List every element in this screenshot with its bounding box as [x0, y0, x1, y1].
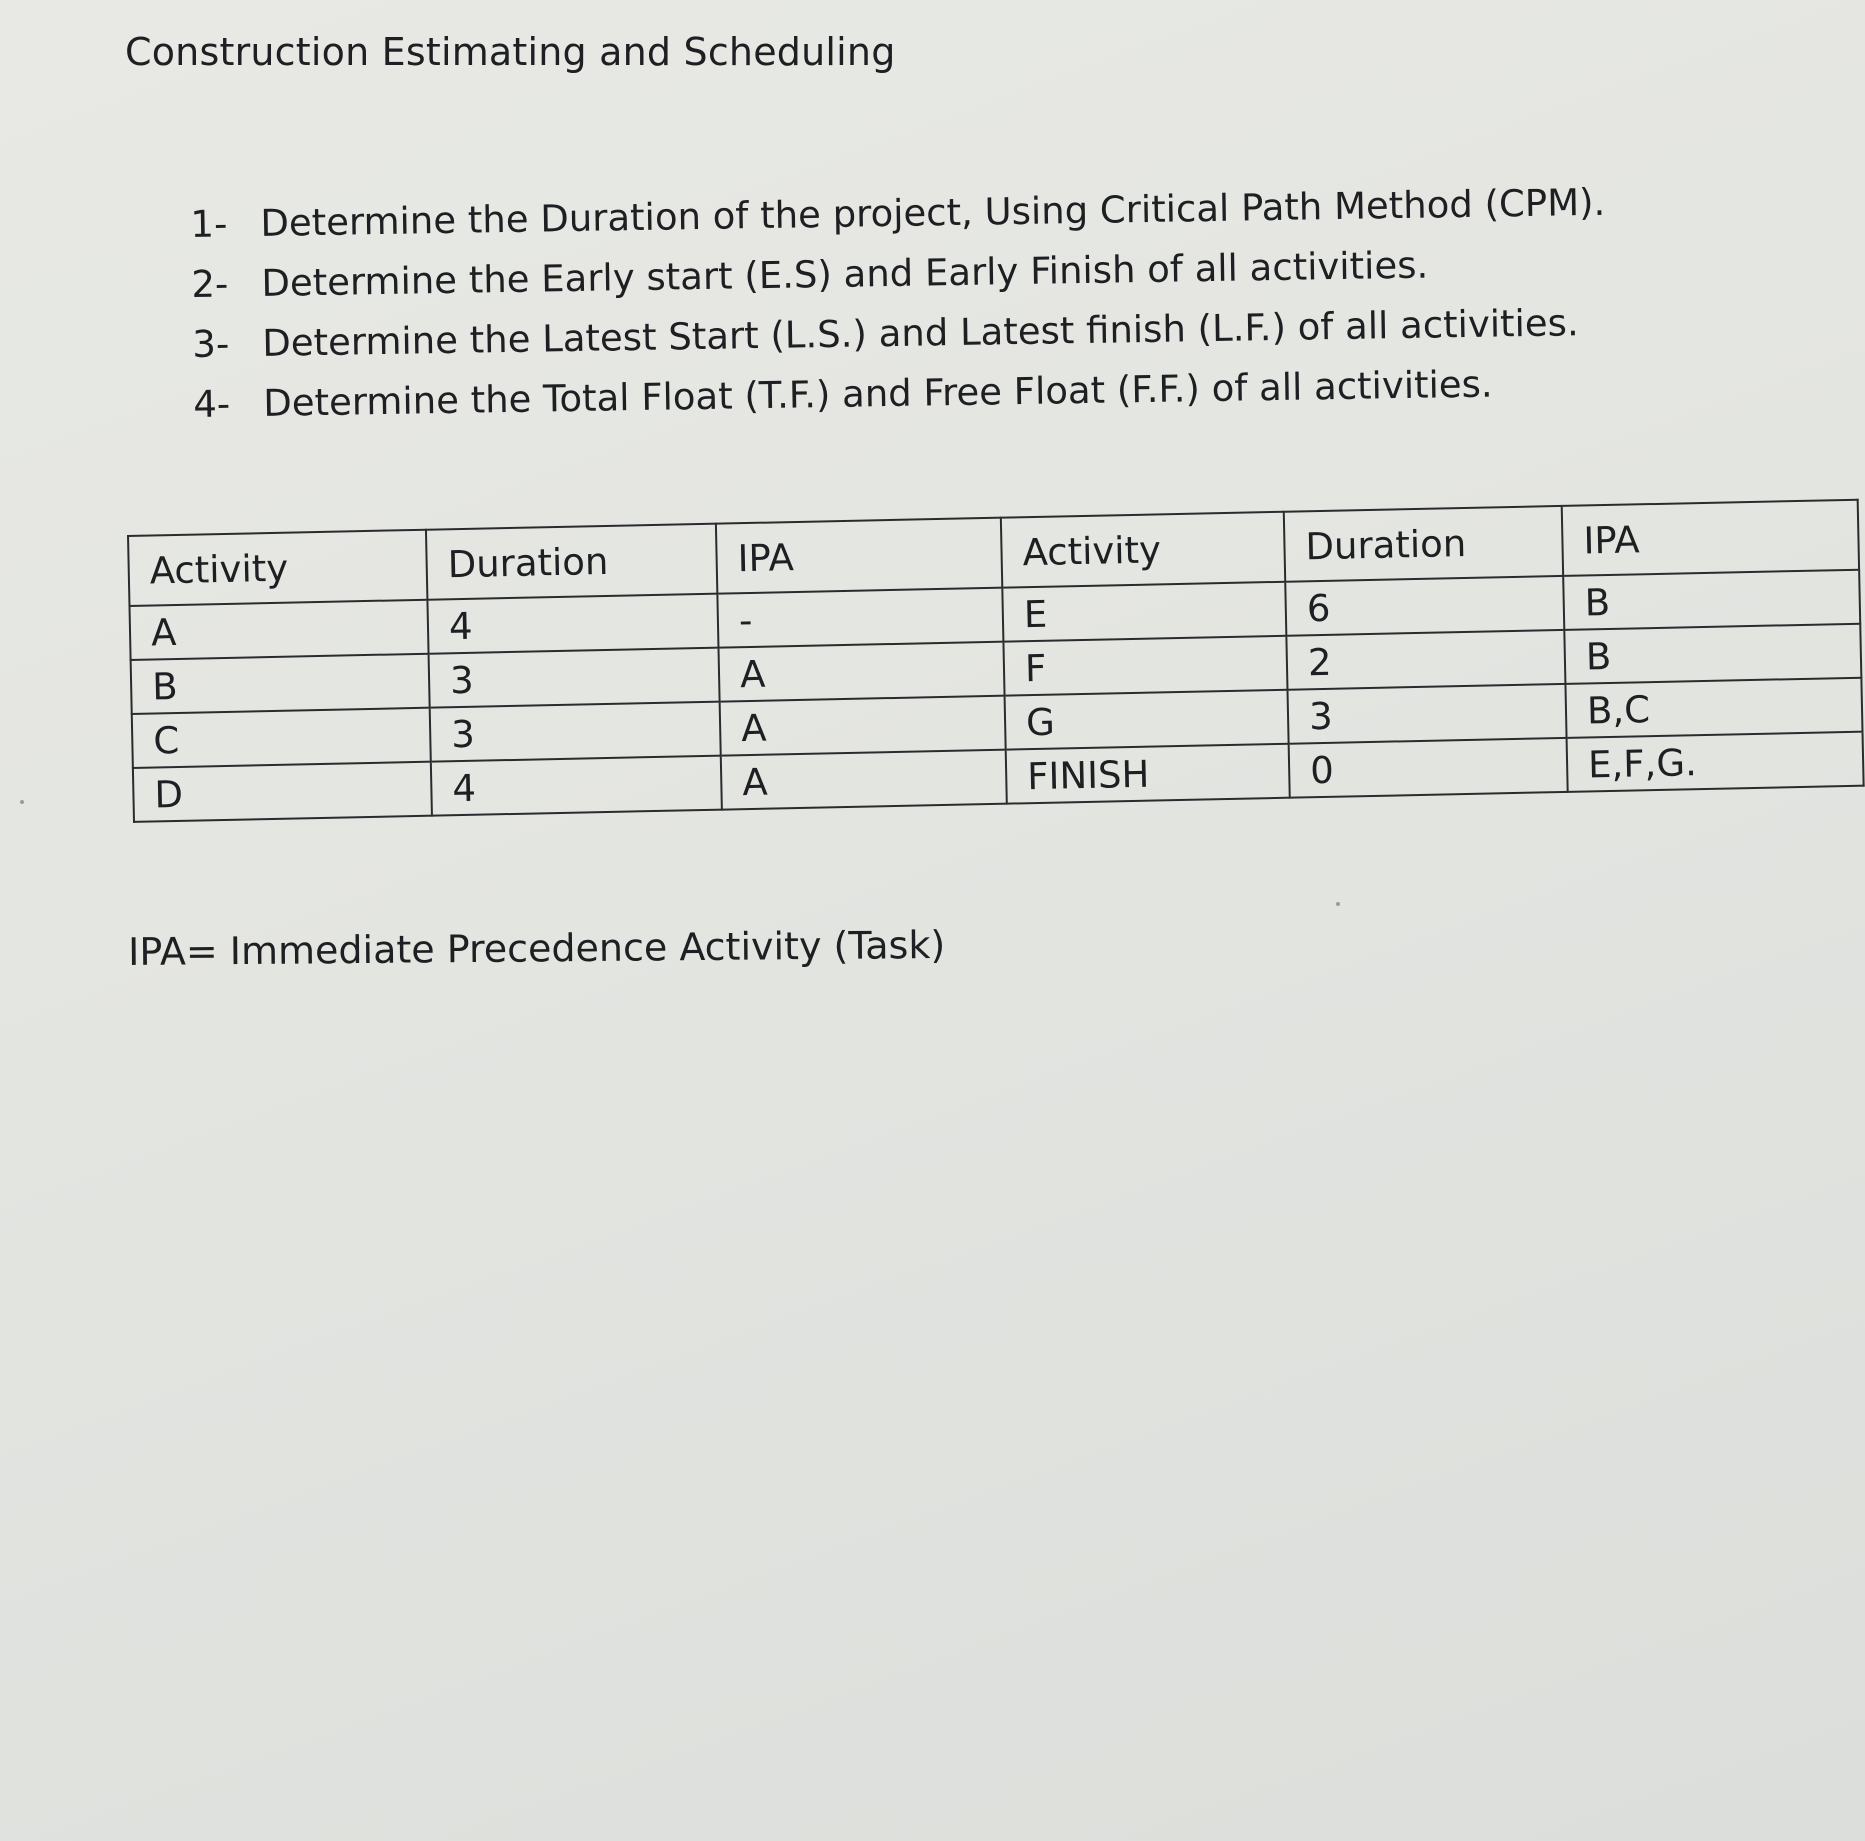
task-number: 1-: [190, 202, 228, 246]
table-cell: A: [129, 600, 428, 660]
header-activity: Activity: [1001, 512, 1285, 588]
table-cell: B: [1563, 570, 1860, 630]
table-cell: B: [131, 654, 430, 714]
header-ipa: IPA: [716, 518, 1002, 594]
task-text: Determine the Duration of the project, Using Critical Path Method (CPM).: [260, 180, 1606, 245]
task-list: [190, 173, 1609, 435]
table-cell: 4: [431, 756, 722, 816]
table-cell: FINISH: [1006, 744, 1290, 804]
task-text: Determine the Early start (E.S) and Early Finish of all activities.: [261, 243, 1429, 305]
table-cell: C: [132, 708, 431, 768]
table-cell: B: [1564, 624, 1861, 684]
task-number: 3-: [192, 322, 230, 366]
task-number: 2-: [191, 262, 229, 306]
table-cell: 6: [1285, 576, 1564, 636]
paper-speck: [1336, 902, 1340, 906]
header-duration: Duration: [426, 524, 717, 600]
table-cell: 2: [1286, 630, 1565, 690]
table-cell: 3: [430, 702, 721, 762]
table-cell: E,F,G.: [1567, 732, 1864, 792]
table-cell: A: [720, 696, 1006, 756]
table-cell: D: [133, 762, 432, 822]
activity-table-wrapper: [127, 499, 1865, 823]
activity-table: [127, 499, 1865, 823]
paper-speck: [20, 800, 24, 804]
header-ipa: IPA: [1562, 500, 1859, 576]
table-cell: G: [1005, 690, 1289, 750]
table-cell: 4: [427, 594, 718, 654]
table-cell: A: [718, 642, 1004, 702]
header-duration: Duration: [1284, 506, 1563, 582]
table-cell: A: [721, 750, 1007, 810]
task-text: Determine the Latest Start (L.S.) and Latest finish (L.F.) of all activities.: [262, 301, 1579, 365]
table-cell: 3: [429, 648, 720, 708]
document-title: Construction Estimating and Scheduling: [125, 30, 896, 74]
table-cell: -: [717, 588, 1003, 648]
task-number: 4-: [192, 382, 231, 426]
table-cell: F: [1003, 636, 1287, 696]
ipa-footnote: IPA= Immediate Precedence Activity (Task): [128, 922, 946, 974]
table-cell: 3: [1287, 684, 1566, 744]
task-text: Determine the Total Float (T.F.) and Free Float (F.F.) of all activities.: [262, 362, 1493, 425]
header-activity: Activity: [128, 530, 427, 606]
table-cell: B,C: [1565, 678, 1862, 738]
table-cell: 0: [1289, 738, 1568, 798]
table-cell: E: [1002, 582, 1286, 642]
